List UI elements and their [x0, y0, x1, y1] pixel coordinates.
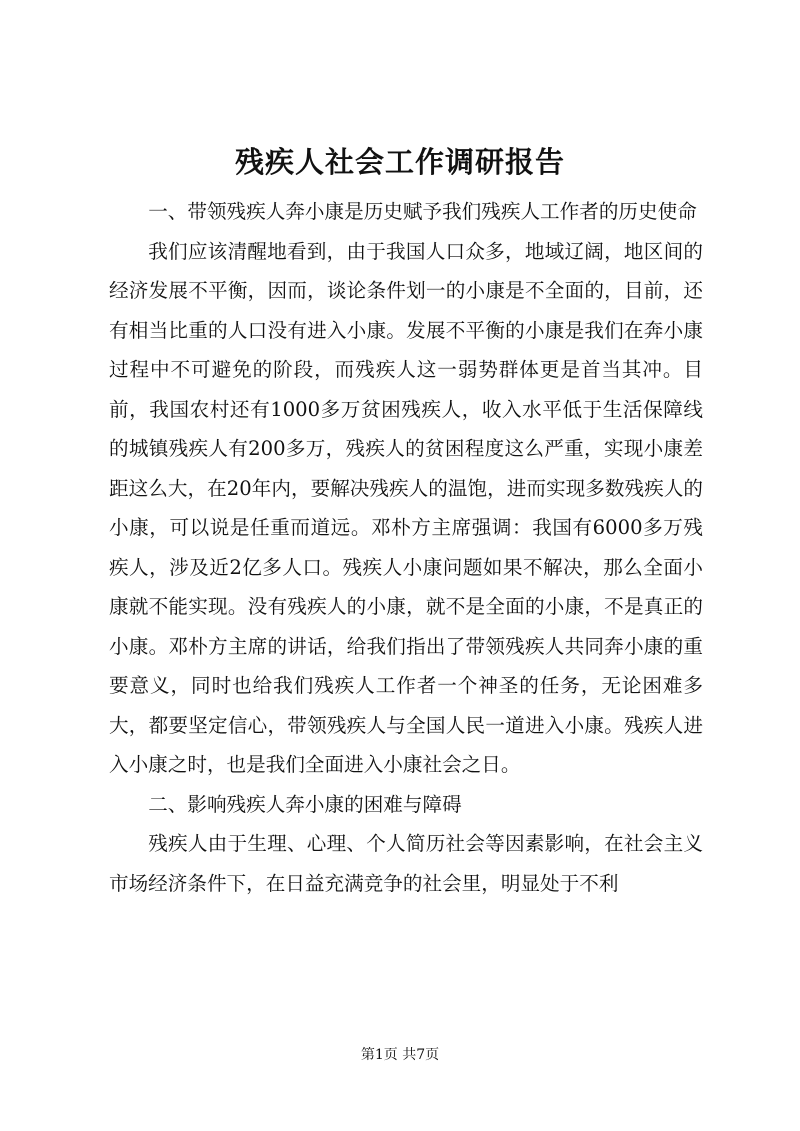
section-heading-1: 一、带领残疾人奔小康是历史赋予我们残疾人工作者的历史使命 — [148, 200, 697, 223]
document-title: 残疾人社会工作调研报告 — [234, 145, 565, 179]
body-paragraph-2: 残疾人由于生理、心理、个人简历社会等因素影响，在社会主义市场经济条件下，在日益充满竞争的社会里，明显处于不利 — [109, 832, 703, 895]
section-heading-2: 二、影响残疾人奔小康的困难与障碍 — [148, 792, 462, 816]
page-footer — [0, 1045, 800, 1065]
page-indicator: 第1页 共7页 — [360, 1047, 440, 1063]
body-paragraph-1: 我们应该清醒地看到，由于我国人口众多，地域辽阔，地区间的经济发展不平衡，因而，谈论条件划一的小康是不全面的，目前，还有相当比重的人口没有进入小康。发展不平衡的小康是我们在奔小康过程中不可避免的阶段，而残疾人这一弱势群体更是首当其冲。目前，我国农村还有1000多万贫困残疾人，收入水平低于生活保障线的城镇残疾人有200多万，残疾人的贫困程度这么严重，实现小康差距这么大，在20年内，要解决残疾人的温饱，进而实现多数残疾人的小康，可以说是任重而道远。邓朴方主席强调：我国有6000多万残疾人，涉及近2亿多人口。残疾人小康问题如果不解决，那么全面小康就不能实现。没有残疾人的小康，就不是全面的小康，不是真正的小康。邓朴方主席的讲话，给我们指出了带领残疾人共同奔小康的重要意义，同时也给我们残疾人工作者一个神圣的任务，无论困难多大，都要坚定信心，带领残疾人与全国人民一道进入小康。残疾人进入小康之时，也是我们全面进入小康社会之日。 — [109, 239, 703, 776]
document-body — [109, 192, 703, 903]
